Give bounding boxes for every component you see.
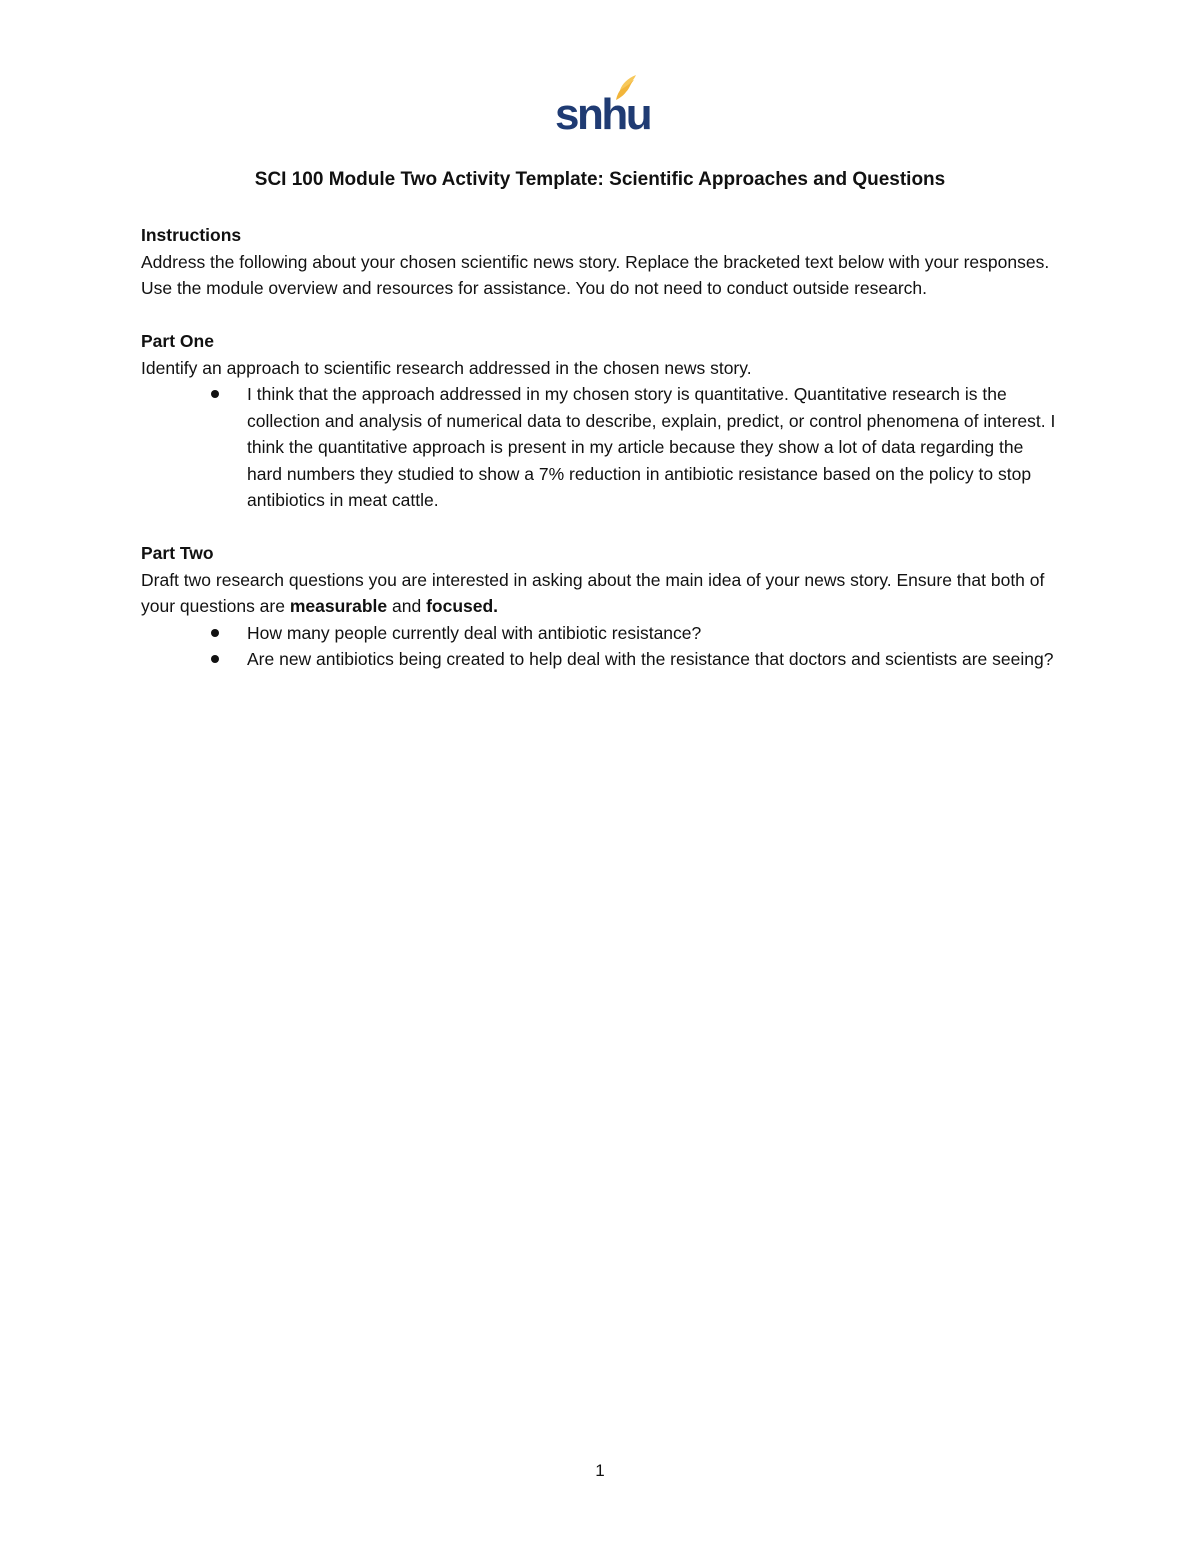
bullet-icon bbox=[211, 390, 219, 398]
part-one-answer: I think that the approach addressed in my chosen story is quantitative. Quantitative research is the collection and analysis of numerical data to describe, explain, predict, or control phenomena of interest. I think the quantitative approach is present in my article because they show a lot of data regarding the hard numbers they studied to show a 7% reduction in antibiotic resistance based on the policy to stop antibiotics in meat cattle. bbox=[247, 384, 1056, 510]
list-item bbox=[141, 381, 1061, 514]
research-question-1: How many people currently deal with antibiotic resistance? bbox=[247, 622, 702, 643]
logo-wordmark: snhu bbox=[555, 90, 651, 139]
spacer bbox=[141, 302, 1061, 329]
list-item bbox=[141, 646, 1061, 673]
snhu-logo-graphic bbox=[554, 72, 651, 139]
bullet-icon bbox=[211, 629, 219, 637]
page-number: 1 bbox=[595, 1461, 605, 1480]
research-question-2: Are new antibiotics being created to help deal with the resistance that doctors and scientists are seeing? bbox=[247, 649, 1054, 669]
snhu-logo bbox=[554, 72, 651, 139]
part-two-bullet-list bbox=[141, 620, 1061, 673]
part-one-heading: Part One bbox=[141, 331, 214, 351]
instructions-text: Address the following about your chosen scientific news story. Replace the bracketed text below with your responses. Use the module overview and resources for assistance. You do not need to conduct outside research. bbox=[141, 251, 1050, 298]
part-two-prompt bbox=[141, 567, 1061, 620]
instructions-heading: Instructions bbox=[141, 225, 242, 245]
list-item bbox=[141, 620, 1061, 647]
document-body bbox=[141, 222, 1061, 673]
part-one-bullet-list bbox=[141, 381, 1061, 514]
part-two-prompt-and: and bbox=[387, 596, 427, 616]
part-two-prompt-start: Draft two research questions you are interested in asking about the main idea of your news story. Ensure that both of your questions are bbox=[141, 569, 1045, 616]
document-title: SCI 100 Module Two Activity Template: Scientific Approaches and Questions bbox=[254, 169, 946, 190]
part-one-prompt: Identify an approach to scientific research addressed in the chosen news story. bbox=[141, 357, 752, 378]
bullet-icon bbox=[211, 655, 219, 663]
part-two-heading: Part Two bbox=[141, 543, 214, 563]
spacer bbox=[141, 514, 1061, 541]
part-two-prompt-focused: focused. bbox=[426, 596, 499, 616]
part-two-prompt-measurable: measurable bbox=[289, 596, 388, 616]
